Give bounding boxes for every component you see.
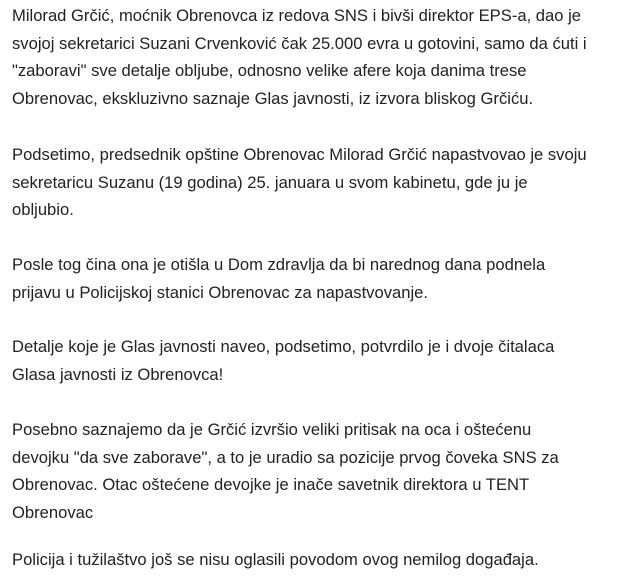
paragraph-line: devojku "da sve zaborave", a to je uradio sa pozicije prvog čoveka SNS za — [12, 447, 559, 467]
article-paragraph-6 — [12, 546, 640, 574]
paragraph-line: Podsetimo, predsednik opštine Obrenovac Milorad Grčić napastvovao je svoju — [12, 145, 587, 164]
article-paragraph-1 — [12, 2, 640, 112]
paragraph-line: Milorad Grčić, moćnik Obrenovca iz redova SNS i bivši direktor EPS-a, dao je — [12, 6, 582, 25]
article-paragraph-2 — [12, 141, 640, 224]
paragraph-line: Policija i tužilaštvo još se nisu oglasili povodom ovog nemilog događaja. — [12, 550, 539, 569]
paragraph-line: svojoj sekretarici Suzani Crvenković čak 25.000 evra u gotovini, samo da ćuti i — [12, 33, 587, 53]
paragraph-line: Obrenovac — [12, 502, 94, 522]
article-paragraph-4 — [12, 333, 640, 388]
article-paragraph-3 — [12, 251, 640, 306]
paragraph-line: Obrenovac. Otac oštećene devojke je inače savetnik direktora u TENT — [12, 475, 530, 494]
paragraph-line: "zaboravi" sve detalje obljube, odnosno velike afere koja danima trese — [12, 61, 527, 80]
article-paragraph-5 — [12, 416, 640, 526]
paragraph-line: Glasa javnosti iz Obrenovca! — [12, 364, 224, 384]
paragraph-line: sekretaricu Suzanu (19 godina) 25. januara u svom kabinetu, gde ju je — [12, 172, 528, 192]
paragraph-line: Obrenovac, ekskluzivno saznaje Glas javnosti, iz izvora bliskog Grčiću. — [12, 88, 534, 108]
paragraph-line: Posle tog čina ona je otišla u Dom zdravlja da bi narednog dana podnela — [12, 255, 546, 274]
paragraph-line: Detalje koje je Glas javnosti naveo, podsetimo, potvrdilo je i dvoje čitalaca — [12, 337, 555, 356]
paragraph-line: prijavu u Policijskoj stanici Obrenovac za napastvovanje. — [12, 282, 428, 302]
paragraph-line: obljubio. — [12, 200, 74, 219]
paragraph-line: Posebno saznajemo da je Grčić izvršio veliki pritisak na oca i oštećenu — [12, 420, 532, 439]
